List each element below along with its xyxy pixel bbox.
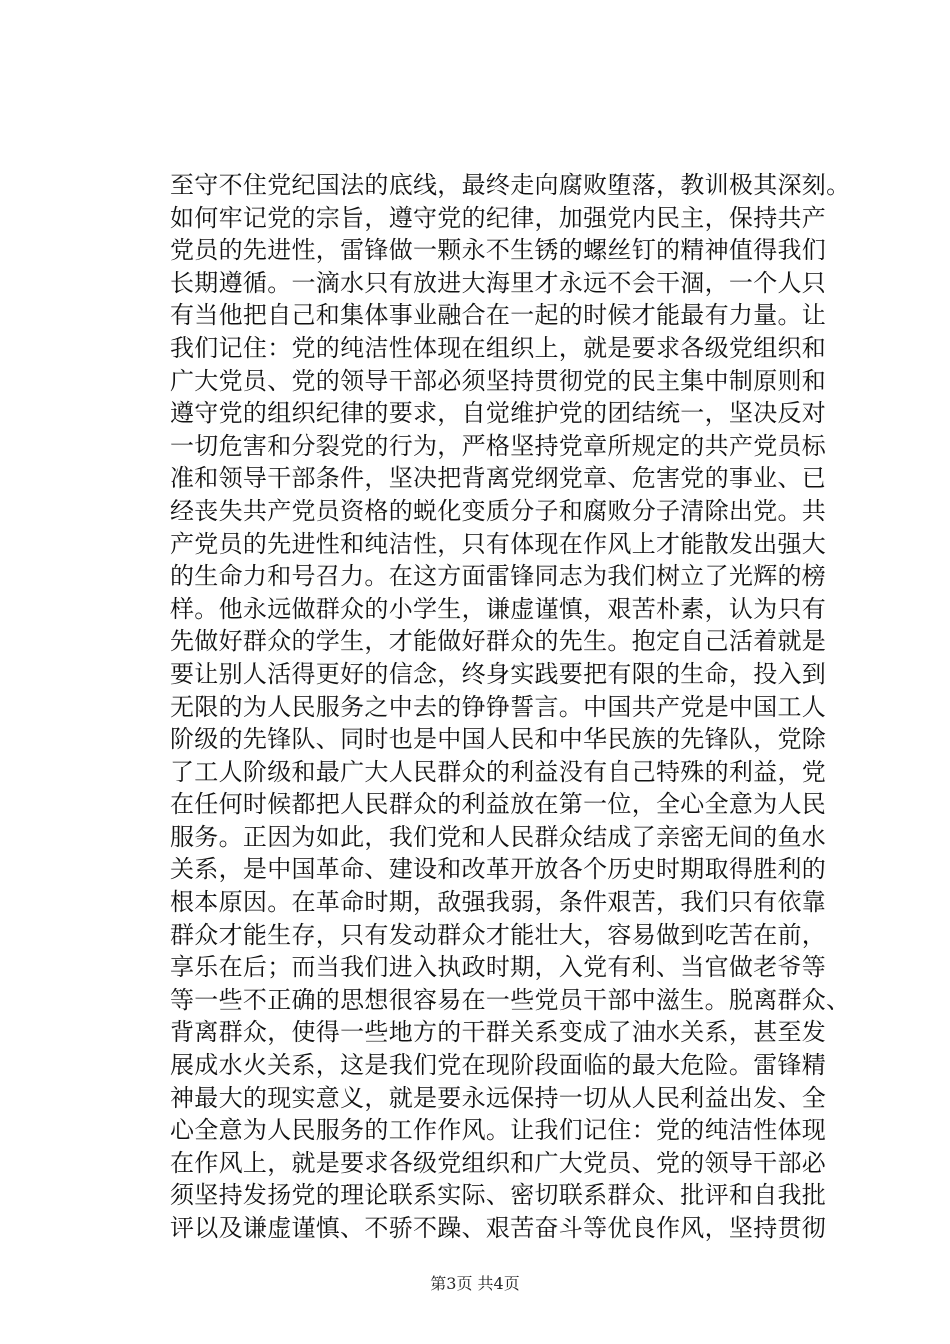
- text-line: 根本原因。在革命时期，敌强我弱，条件艰苦，我们只有依靠: [170, 888, 827, 917]
- text-line: 如何牢记党的宗旨，遵守党的纪律，加强党内民主，保持共产: [170, 203, 827, 232]
- text-line: 评以及谦虚谨慎、不骄不躁、艰苦奋斗等优良作风，坚持贯彻: [170, 1214, 827, 1242]
- text-line: 群众才能生存，只有发动群众才能壮大，容易做到吃苦在前，: [170, 920, 827, 949]
- text-line: 广大党员、党的领导干部必须坚持贯彻党的民主集中制原则和: [170, 366, 827, 395]
- text-line: 先做好群众的学生，才能做好群众的先生。抱定自己活着就是: [170, 627, 827, 656]
- text-line: 样。他永远做群众的小学生，谦虚谨慎，艰苦朴素，认为只有: [170, 594, 827, 623]
- text-line: 的生命力和号召力。在这方面雷锋同志为我们树立了光辉的榜: [170, 562, 827, 591]
- text-line: 享乐在后；而当我们进入执政时期，入党有利、当官做老爷等: [170, 953, 827, 982]
- text-line: 一切危害和分裂党的行为，严格坚持党章所规定的共产党员标: [170, 431, 827, 460]
- text-line: 神最大的现实意义，就是要永远保持一切从人民利益出发、全: [170, 1083, 827, 1112]
- text-line: 长期遵循。一滴水只有放进大海里才永远不会干涸，一个人只: [170, 268, 827, 297]
- text-line: 展成水火关系，这是我们党在现阶段面临的最大危险。雷锋精: [170, 1051, 827, 1080]
- body-text: [170, 169, 860, 1245]
- text-line: 经丧失共产党员资格的蜕化变质分子和腐败分子清除出党。共: [170, 496, 827, 525]
- text-line: 心全意为人民服务的工作作风。让我们记住：党的纯洁性体现: [170, 1116, 827, 1145]
- text-line: 等一些不正确的思想很容易在一些党员干部中滋生。脱离群众、: [170, 985, 851, 1014]
- text-line: 关系，是中国革命、建设和改革开放各个历史时期取得胜利的: [170, 855, 827, 884]
- text-line: 准和领导干部条件，坚决把背离党纲党章、危害党的事业、已: [170, 464, 827, 493]
- text-line: 在作风上，就是要求各级党组织和广大党员、党的领导干部必: [170, 1148, 827, 1177]
- text-line: 须坚持发扬党的理论联系实际、密切联系群众、批评和自我批: [170, 1181, 827, 1210]
- text-line: 了工人阶级和最广大人民群众的利益没有自己特殊的利益，党: [170, 757, 827, 786]
- text-line: 遵守党的组织纪律的要求，自觉维护党的团结统一，坚决反对: [170, 399, 827, 428]
- text-line: 阶级的先锋队、同时也是中国人民和中华民族的先锋队，党除: [170, 725, 827, 754]
- text-line: 产党员的先进性和纯洁性，只有体现在作风上才能散发出强大: [170, 529, 827, 558]
- text-line: 在任何时候都把人民群众的利益放在第一位，全心全意为人民: [170, 790, 827, 819]
- text-line: 有当他把自己和集体事业融合在一起的时候才能最有力量。让: [170, 301, 827, 330]
- text-line: 至守不住党纪国法的底线，最终走向腐败堕落，教训极其深刻。: [170, 171, 851, 199]
- text-line: 要让别人活得更好的信念，终身实践要把有限的生命，投入到: [170, 659, 827, 688]
- page-number-footer: 第3页 共4页: [430, 1274, 520, 1293]
- text-line: 服务。正因为如此，我们党和人民群众结成了亲密无间的鱼水: [170, 822, 827, 851]
- text-line: 背离群众，使得一些地方的干群关系变成了油水关系，甚至发: [170, 1018, 827, 1047]
- text-line: 我们记住：党的纯洁性体现在组织上，就是要求各级党组织和: [170, 333, 827, 362]
- text-line: 党员的先进性，雷锋做一颗永不生锈的螺丝钉的精神值得我们: [170, 236, 827, 265]
- text-line: 无限的为人民服务之中去的铮铮誓言。中国共产党是中国工人: [170, 692, 827, 721]
